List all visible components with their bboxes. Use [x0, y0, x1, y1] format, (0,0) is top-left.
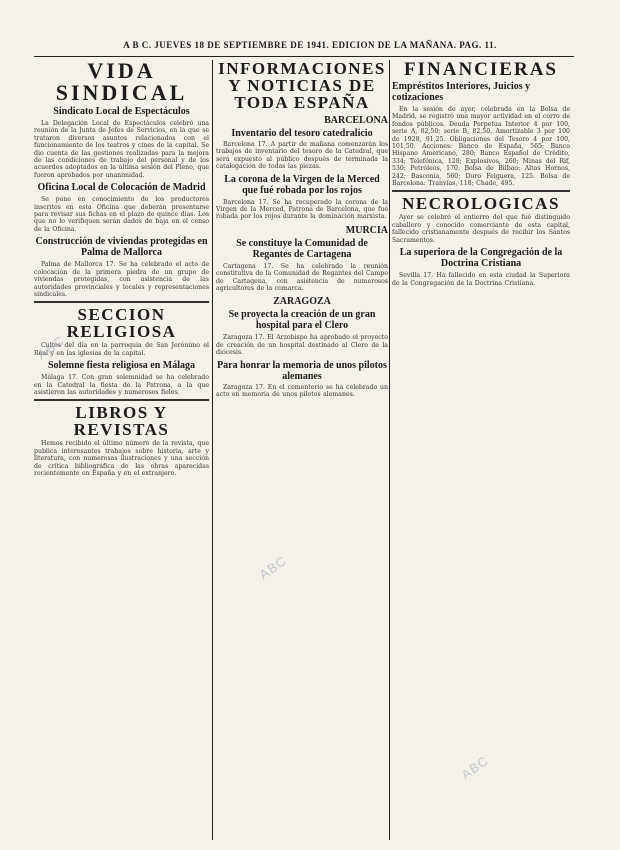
financieras-subheading: Empréstitos Interiores, Juicios y cotizaciones — [392, 81, 531, 103]
libros-text: Hemos recibido el último número de la revista, que publica interesantes trabajos sobre historia, arte y literatura, con numerosas ilustraciones y una sección de crítica bibliográfica de las obras aparecidas recientemente en España y en el extranjero. — [34, 440, 209, 477]
page-header: A B C. JUEVES 18 DE SEPTIEMBRE DE 1941. EDICION DE LA MAÑANA. PAG. 11. — [123, 40, 497, 50]
column-3 — [392, 60, 570, 840]
pilotos-text: Zaragoza 17. En el cementerio se ha celebrado un acto en memoria de unos pilotos alemanes. — [216, 383, 388, 399]
column-2 — [216, 60, 388, 840]
congregacion-subheading: La superiora de la Congregación de la Doctrina Cristiana — [399, 247, 563, 270]
necrologicas-heading: NECROLOGICAS — [402, 194, 560, 214]
libros-revistas-heading: LIBROS Y REVISTAS — [73, 403, 170, 440]
watermark-stamp: ABC — [256, 552, 290, 583]
financieras-text: En la sesión de ayer, celebrada en la Bolsa de Madrid, se registró una mayor actividad en el corro de fondos públicos. Deuda Perpetua Interior 4 por 100, serie A, 82,50; serie B, 82,50. Amortizable 3 por 100 de 1928, 91,25. Obligaciones del Tesoro 4 por 100, 101,50. Acciones: Banco de España, 565; Banco Hispano Americano, 280; Banco Español de Crédito, 334; Telefónica, 128; Explosivos, 260; Minas del Rif, 530; Petróleos, 170. Bolsa de Bilbao: Altos Hornos, 242; Basconia, 560; Duro Felguera, 125. Bolsa de Barcelona: Tranvías, 118; Chade, 495. — [392, 106, 570, 188]
vida-subheading-1: Sindicato Local de Espectáculos — [53, 106, 190, 117]
seccion-religiosa-heading: SECCION RELIGIOSA — [66, 305, 177, 342]
corona-text: Barcelona 17. Se ha recuperado la corona de la Virgen de la Merced, Patrona de Barcelona, que fué robada por los rojos durante la dominación marxista. — [216, 198, 388, 221]
watermark-stamp: ABC — [34, 332, 68, 363]
vida-text-1: La Delegación Local de Espectáculos celebró una reunión de la Junta de Jefes de Servicios, en la que se trataron diversos asuntos relacionados con el funcionamiento de los teatros y cines de la capital. Se dio cuenta de las gestiones realizadas para la mejora de las condiciones de trabajo del personal y de los acuerdos adoptados en la última sesión del Pleno, que fueron aprobados por unanimidad. — [34, 120, 209, 179]
pilotos-subheading: Para honrar la memoria de unos pilotos alemanes — [217, 359, 387, 382]
dateline-barcelona: BARCELONA — [324, 115, 388, 126]
section-rule — [34, 301, 209, 303]
religiosa-text-1: Cultos del día en la parroquia de San Jerónimo el Real y en las iglesias de la capital. — [34, 342, 209, 357]
barcelona-text: Barcelona 17. A partir de mañana comenzarán los trabajos de inventario del tesoro de la Catedral, que será expuesto al público después de terminada la catalogación de todas las piezas. — [216, 141, 388, 171]
vida-text-3: Palma de Mallorca 17. Se ha celebrado el acto de colocación de la primera piedra de un grupo de viviendas protegidas, con asistencia de las autoridades provinciales y locales y representaciones sindicales. — [34, 261, 209, 298]
financieras-heading: FINANCIERAS — [404, 60, 558, 80]
vida-subheading-2: Oficina Local de Colocación de Madrid — [37, 182, 206, 194]
religiosa-subheading: Solemne fiesta religiosa en Málaga — [47, 360, 196, 372]
vida-subheading-3: Construcción de viviendas protegidas en Palma de Mallorca — [35, 236, 208, 259]
section-rule — [34, 399, 209, 401]
dateline-murcia: MURCIA — [345, 224, 388, 236]
column-divider-1 — [212, 60, 213, 840]
congregacion-text: Sevilla 17. Ha fallecido en esta ciudad la Superiora de la Congregación de la Doctrina Cristiana. — [392, 272, 570, 287]
informaciones-heading: INFORMACIONES Y NOTICIAS DE TODA ESPAÑA — [218, 60, 386, 112]
dateline-zaragoza: ZARAGOZA — [273, 296, 331, 308]
religiosa-text-2: Málaga 17. Con gran solemnidad se ha celebrado en la Catedral la fiesta de la Patrona, a la que asistieron las autoridades y numerosos fieles. — [34, 374, 209, 396]
column-divider-2 — [389, 60, 390, 840]
zaragoza-text: Zaragoza 17. El Arzobispo ha aprobado el proyecto de creación de un hospital destinado al Clero de la diócesis. — [216, 334, 388, 357]
corona-subheading: La corona de la Virgen de la Merced que fué robada por los rojos — [224, 173, 380, 196]
zaragoza-subheading: Se proyecta la creación de un gran hospital para el Clero — [228, 309, 376, 332]
murcia-text: Cartagena 17. Se ha celebrado la reunión constitutiva de la Comunidad de Regantes del Campo de Cartagena, con asistencia de numerosos agricultores de la comarca. — [216, 262, 388, 293]
column-1 — [34, 60, 209, 840]
watermark-stamp: ABC — [458, 752, 492, 783]
section-rule — [392, 190, 570, 192]
vida-text-2: Se pone en conocimiento de los productores inscritos en esta Oficina que deberán presentarse para revisar sus fichas en el plazo de quince días. Los que no lo verifiquen serán dados de baja en el censo de la Oficina. — [34, 196, 209, 233]
barcelona-subheading: Inventario del tesoro catedralicio — [231, 128, 373, 139]
header-rule — [34, 56, 574, 57]
vida-sindical-heading: VIDA SINDICAL — [55, 60, 188, 105]
murcia-subheading: Se constituye la Comunidad de Regantes de Cartagena — [236, 237, 368, 260]
necrologicas-text: Ayer se celebró el entierro del que fué distinguido caballero y conocido comerciante de esta capital, fallecido cristianamente después de recibir los Santos Sacramentos. — [392, 214, 570, 244]
